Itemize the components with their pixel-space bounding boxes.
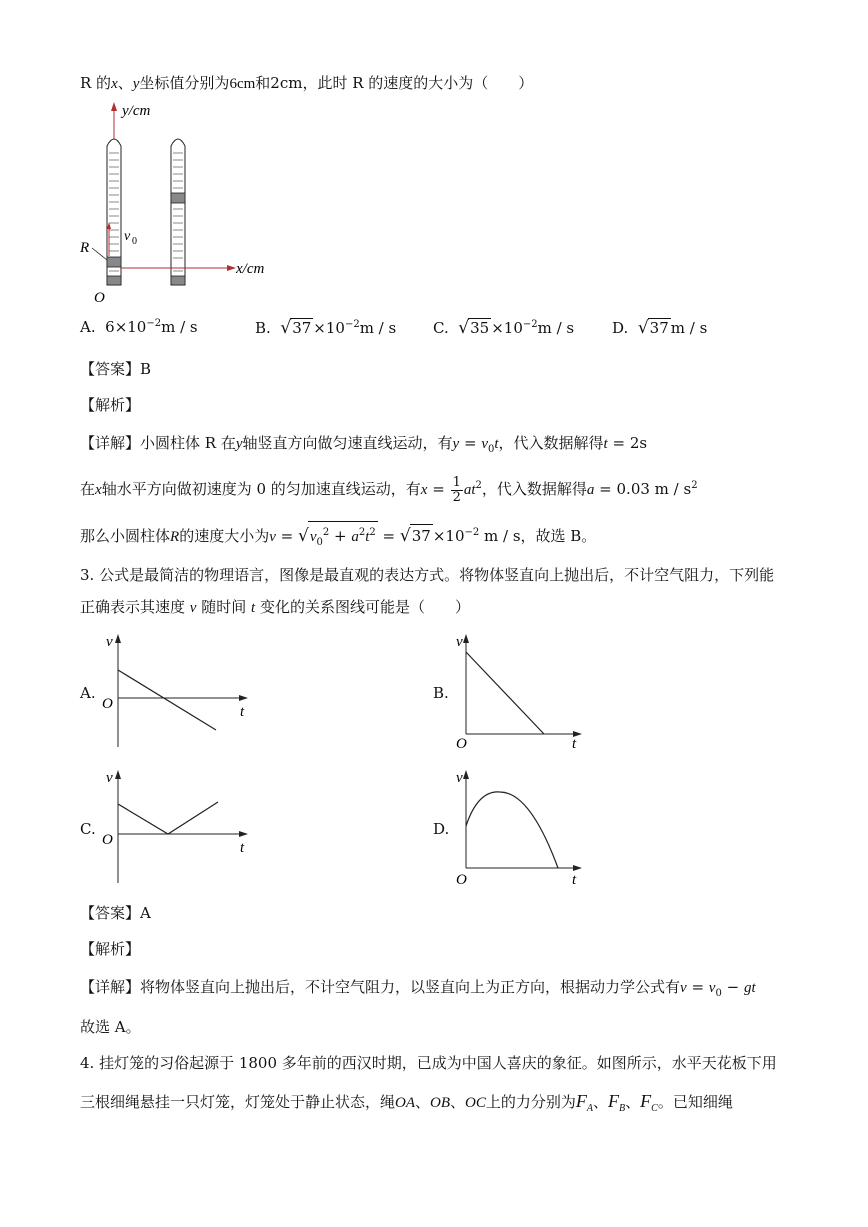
q3-graph-b-o: O: [456, 736, 467, 752]
q3-graph-b-label: B.: [433, 684, 449, 702]
q4-stem-line2: 三根细绳悬挂一只灯笼，灯笼处于静止状态，绳OA、OB、OC上的力分别为$F_A$、$F_B$、$F_C$。已知细绳: [80, 1091, 733, 1114]
q2-detail-3: 那么小圆柱体R的速度大小为$v = √v_0^2 + a^2t^2 = √37 \times 10^{-2}$ m / s，故选 B。: [80, 521, 596, 554]
q3-graph-d-v: v: [456, 770, 463, 786]
q3-stem-line1: 3. 公式是最简洁的物理语言，图像是最直观的表达方式。将物体竖直向上抛出后，不计空气阻力，下列能: [80, 566, 775, 584]
q2-r-label: R: [80, 240, 90, 256]
q2-option-c: C. $√35 \times 10^{-2}m / s$: [433, 318, 575, 338]
q3-conclusion: 故选 A。: [80, 1018, 141, 1036]
q2-detail-1: 【详解】小圆柱体 R 在y轴竖直方向做匀速直线运动，有$y = v_0t$，代入数据解得t = 2s: [80, 434, 648, 455]
q3-graph-a-v: v: [106, 634, 113, 650]
q3-graph-d-label: D.: [433, 820, 450, 838]
q2-analysis-heading: 【解析】: [80, 396, 141, 414]
q3-graph-d-o: O: [456, 872, 467, 888]
q3-graph-c-label: C.: [80, 820, 96, 838]
q3-graph-a-o: O: [102, 696, 113, 712]
q2-answer: 【答案】B: [80, 360, 152, 378]
q2-stem: R 的x、y坐标值分别为6cm和2cm，此时 R 的速度的大小为（ ）: [80, 74, 534, 92]
q2-x-axis-label: x/cm: [236, 261, 265, 277]
q3-graph-d-t: t: [572, 872, 577, 888]
q3-graph-b-v: v: [456, 634, 463, 650]
q3-analysis-heading: 【解析】: [80, 940, 141, 958]
q2-v0-sub: 0: [132, 236, 137, 247]
q3-graph-a-t: t: [240, 704, 245, 720]
q3-graph-c-t: t: [240, 840, 245, 856]
q3-answer: 【答案】A: [80, 904, 151, 922]
q3-graph-a-label: A.: [80, 684, 96, 702]
q3-graph-c-v: v: [106, 770, 113, 786]
q2-detail-2: 在x轴水平方向做初速度为 0 的匀加速直线运动，有x = $\frac{1}{2}$ $at^2$，代入数据解得a = 0.03 m / $s^2$: [80, 474, 698, 505]
q3-graph-b: [450, 632, 600, 752]
q3-graph-c: [98, 768, 258, 888]
q3-graph-c-o: O: [102, 832, 113, 848]
q2-tube-figure: [76, 98, 296, 308]
q3-graph-a: [98, 632, 258, 752]
q2-y-axis-label: y/cm: [122, 103, 151, 119]
q2-v0-label: v: [124, 229, 131, 244]
q3-stem-line2: 正确表示其速度 v 随时间 t 变化的关系图线可能是（ ）: [80, 598, 471, 616]
q2-option-b: B. $√37 \times 10^{-2}m / s$: [255, 318, 397, 338]
q2-option-d: D. √37 m / s: [612, 318, 708, 338]
q3-graph-b-t: t: [572, 736, 577, 752]
q2-origin-label: O: [94, 290, 105, 306]
q3-detail: 【详解】将物体竖直向上抛出后，不计空气阻力，以竖直向上为正方向，根据动力学公式有$v = v_0$ − gt: [80, 978, 756, 999]
q2-option-a: A. $6\times 10^{-2}m / s$: [80, 318, 198, 336]
q4-stem-line1: 4. 挂灯笼的习俗起源于 1800 多年前的西汉时期，已成为中国人喜庆的象征。如图所示，水平天花板下用: [80, 1054, 777, 1072]
q3-graph-d: [450, 768, 600, 888]
